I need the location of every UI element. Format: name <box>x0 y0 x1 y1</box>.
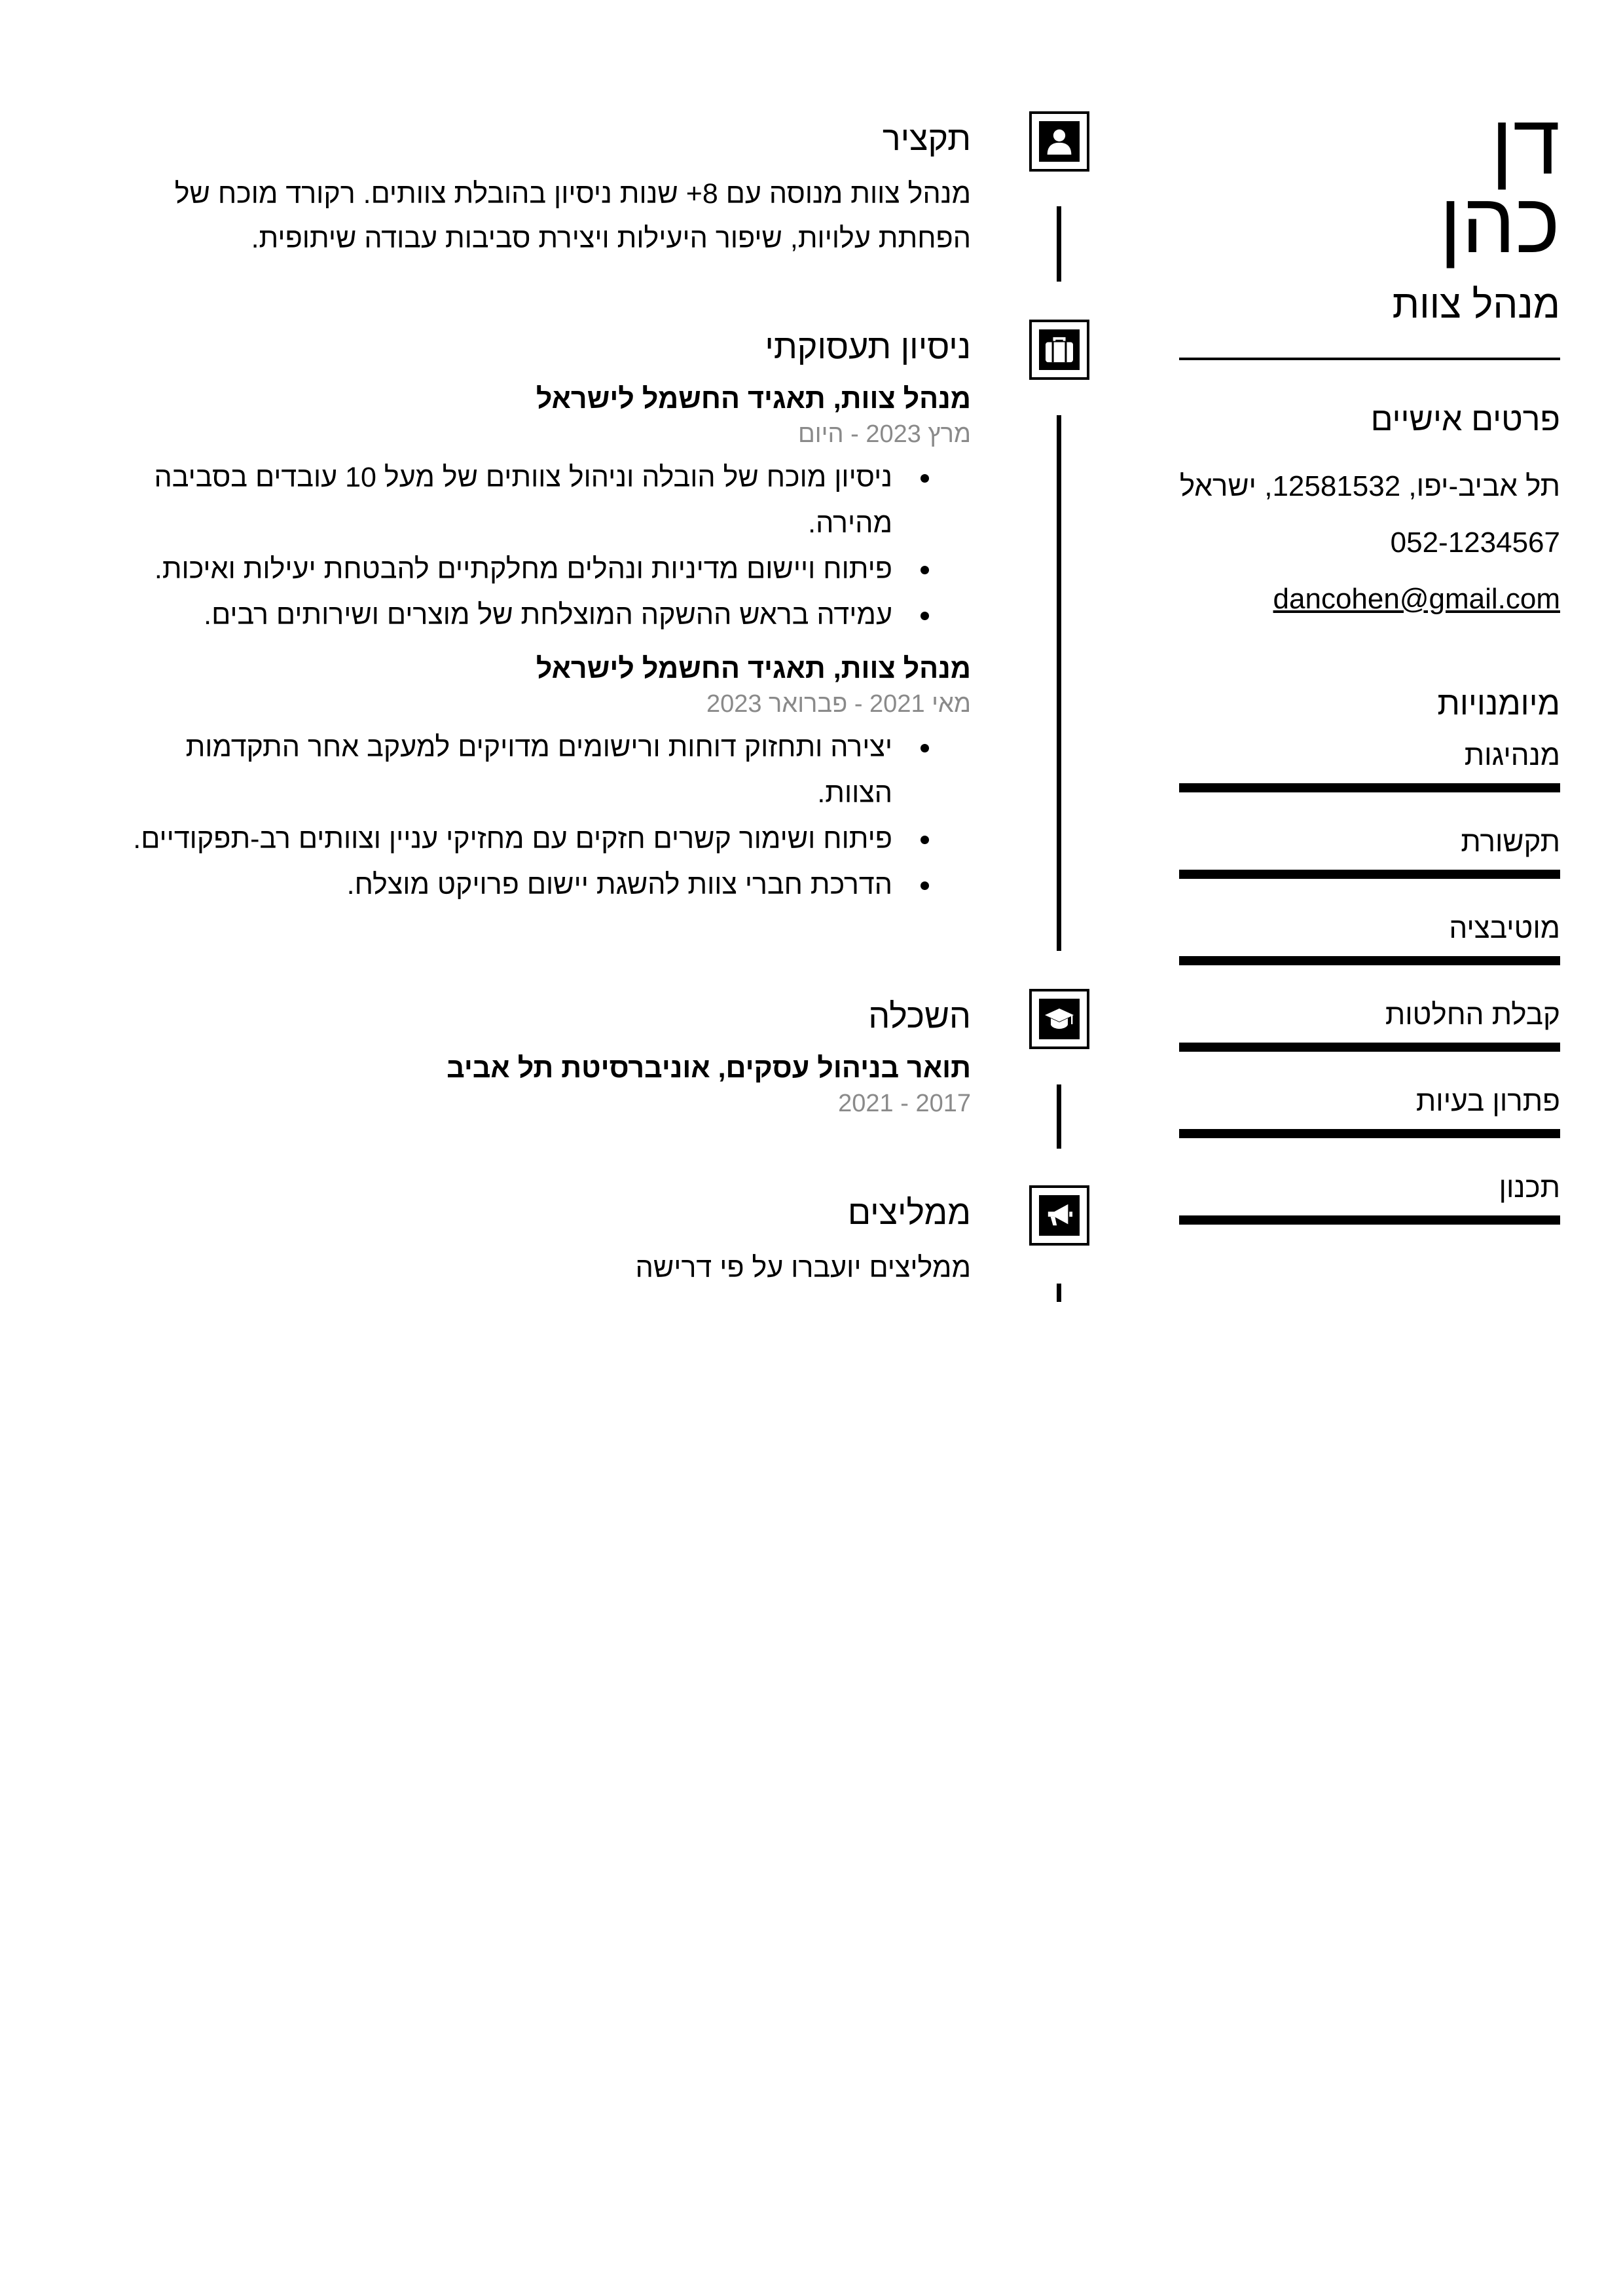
bullet-item: פיתוח ויישום מדיניות ונהלים מחלקתיים להבטחת יעילות ואיכות. <box>130 546 892 592</box>
timeline-line <box>1057 1284 1061 1302</box>
references-section <box>130 1192 971 1290</box>
bullet-item: יצירה ותחזוק דוחות ורישומים מדויקים למעקב אחר התקדמות הצוות. <box>130 724 892 816</box>
skill-item <box>1179 910 1560 965</box>
skill-item <box>1179 997 1560 1052</box>
name-last: כהן <box>1439 175 1560 270</box>
section-title-summary: תקציר <box>882 120 971 158</box>
job-bullets <box>130 454 971 638</box>
section-title-experience: ניסיון תעסוקתי <box>765 328 971 366</box>
megaphone-icon <box>1029 1185 1089 1246</box>
skill-item <box>1179 737 1560 792</box>
job-entry <box>130 650 971 908</box>
education-dates: 2017 - 2021 <box>838 1090 971 1117</box>
section-title-education: השכלה <box>868 997 971 1035</box>
job-entry <box>130 380 971 638</box>
skill-level-bar <box>1179 1215 1560 1225</box>
section-title-references: ממליצים <box>847 1194 971 1232</box>
job-bullets <box>130 724 971 908</box>
skill-label: מוטיבציה <box>1449 912 1560 944</box>
skill-item <box>1179 1083 1560 1138</box>
summary-section <box>130 118 971 261</box>
experience-section <box>130 326 971 908</box>
skill-level-bar <box>1179 1129 1560 1138</box>
graduation-cap-icon <box>1029 989 1089 1049</box>
job-dates: מאי 2021 - פברואר 2023 <box>706 690 971 718</box>
name-first: דן <box>1491 96 1560 192</box>
timeline-line <box>1057 415 1061 951</box>
sidebar-divider <box>1179 358 1560 360</box>
briefcase-icon <box>1029 320 1089 380</box>
job-title: מנהל צוות <box>1392 282 1560 326</box>
skill-level-bar <box>1179 956 1560 965</box>
skill-label: פתרון בעיות <box>1415 1085 1560 1117</box>
bullet-item: פיתוח ושימור קשרים חזקים עם מחזיקי עניין וצוותים רב-תפקודיים. <box>130 816 892 862</box>
address: תל אביב-יפו, 12581532, ישראל <box>1179 470 1560 502</box>
education-section <box>130 995 971 1120</box>
job-dates: מרץ 2023 - היום <box>797 420 971 448</box>
references-text: ממליצים יועברו על פי דרישה <box>635 1252 971 1284</box>
email-link[interactable]: dancohen@gmail.com <box>1273 583 1560 615</box>
skill-level-bar <box>1179 1043 1560 1052</box>
skill-item <box>1179 1170 1560 1225</box>
skill-label: תקשורת <box>1461 826 1560 858</box>
job-heading: מנהל צוות, תאגיד החשמל לישראל <box>536 653 971 684</box>
phone: 052-1234567 <box>1390 527 1560 559</box>
bullet-item: עמידה בראש ההשקה המוצלחת של מוצרים ושירותים רבים. <box>130 592 892 638</box>
summary-text: מנהל צוות מנוסה עם 8+ שנות ניסיון בהובלת צוותים. רקורד מוכח של הפחתת עלויות, שיפור היעילות ויצירת סביבות עבודה שיתופית. <box>174 178 971 254</box>
personal-details-heading: פרטים אישיים <box>1370 401 1560 437</box>
skill-level-bar <box>1179 783 1560 792</box>
candidate-name <box>1179 96 1560 270</box>
job-heading: מנהל צוות, תאגיד החשמל לישראל <box>536 383 971 415</box>
timeline-line <box>1057 1084 1061 1149</box>
skill-item <box>1179 824 1560 879</box>
skill-label: מנהיגות <box>1464 739 1560 771</box>
bullet-item: ניסיון מוכח של הובלה וניהול צוותים של מעל 10 עובדים בסביבה מהירה. <box>130 454 892 546</box>
timeline-line <box>1057 206 1061 282</box>
degree-heading: תואר בניהול עסקים, אוניברסיטת תל אביב <box>447 1052 971 1084</box>
skills-heading: מיומנויות <box>1437 685 1560 722</box>
skill-label: תכנון <box>1499 1172 1560 1204</box>
bullet-item: הדרכת חברי צוות להשגת יישום פרויקט מוצלח. <box>130 862 892 908</box>
skill-level-bar <box>1179 870 1560 879</box>
sidebar <box>1179 98 1560 1256</box>
skill-label: קבלת החלטות <box>1385 999 1560 1031</box>
person-icon <box>1029 111 1089 172</box>
